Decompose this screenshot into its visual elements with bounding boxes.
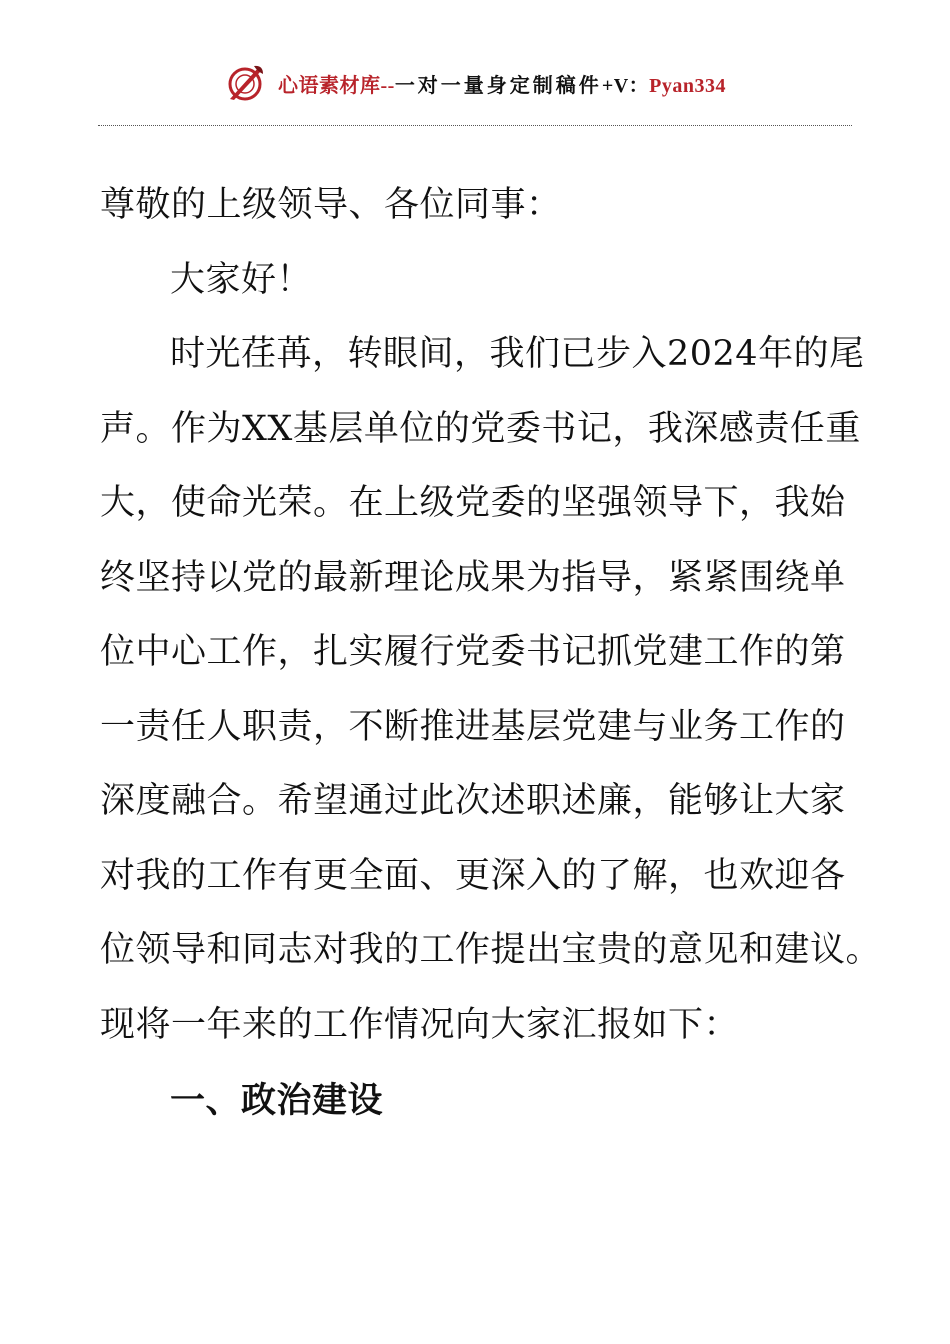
contact-id: Pyan334 [649,74,726,97]
header-title [278,69,726,98]
paragraph-line: 位领导和同志对我的工作提出宝贵的意见和建议。 [100,930,882,970]
paragraph-line: 对我的工作有更全面、更深入的了解，也欢迎各 [100,855,846,896]
brand-separator: -- [380,74,395,97]
paragraph-line: 声。作为XX基层单位的党委书记，我深感责任重 [100,408,861,449]
salutation: 尊敬的上级领导、各位同事： [100,185,562,225]
header-tagline: 一对一量身定制稿件 [394,74,602,97]
paragraph-line: 大，使命光荣。在上级党委的坚强领导下，我始 [100,483,846,523]
paragraph-line: 现将一年来的工作情况向大家汇报如下： [100,1004,740,1045]
greeting: 大家好！ [170,259,313,300]
paragraph-line: 位中心工作，扎实履行党委书记抓党建工作的第 [100,632,846,672]
paragraph-line: 时光荏苒，转眼间，我们已步入2024年的尾 [170,334,865,374]
page-header [0,58,950,108]
header-divider [98,125,852,126]
quill-pen-logo-icon [224,62,266,104]
document-body [100,168,882,1139]
brand-name: 心语素材库 [277,74,381,97]
section-heading: 一、政治建设 [170,1081,384,1121]
paragraph-line: 终坚持以党的最新理论成果为指导，紧紧围绕单 [100,557,846,598]
paragraph-line: 一责任人职责，不断推进基层党建与业务工作的 [100,706,846,747]
paragraph-line: 深度融合。希望通过此次述职述廉，能够让大家 [100,781,846,821]
contact-prefix: +V： [601,74,650,97]
